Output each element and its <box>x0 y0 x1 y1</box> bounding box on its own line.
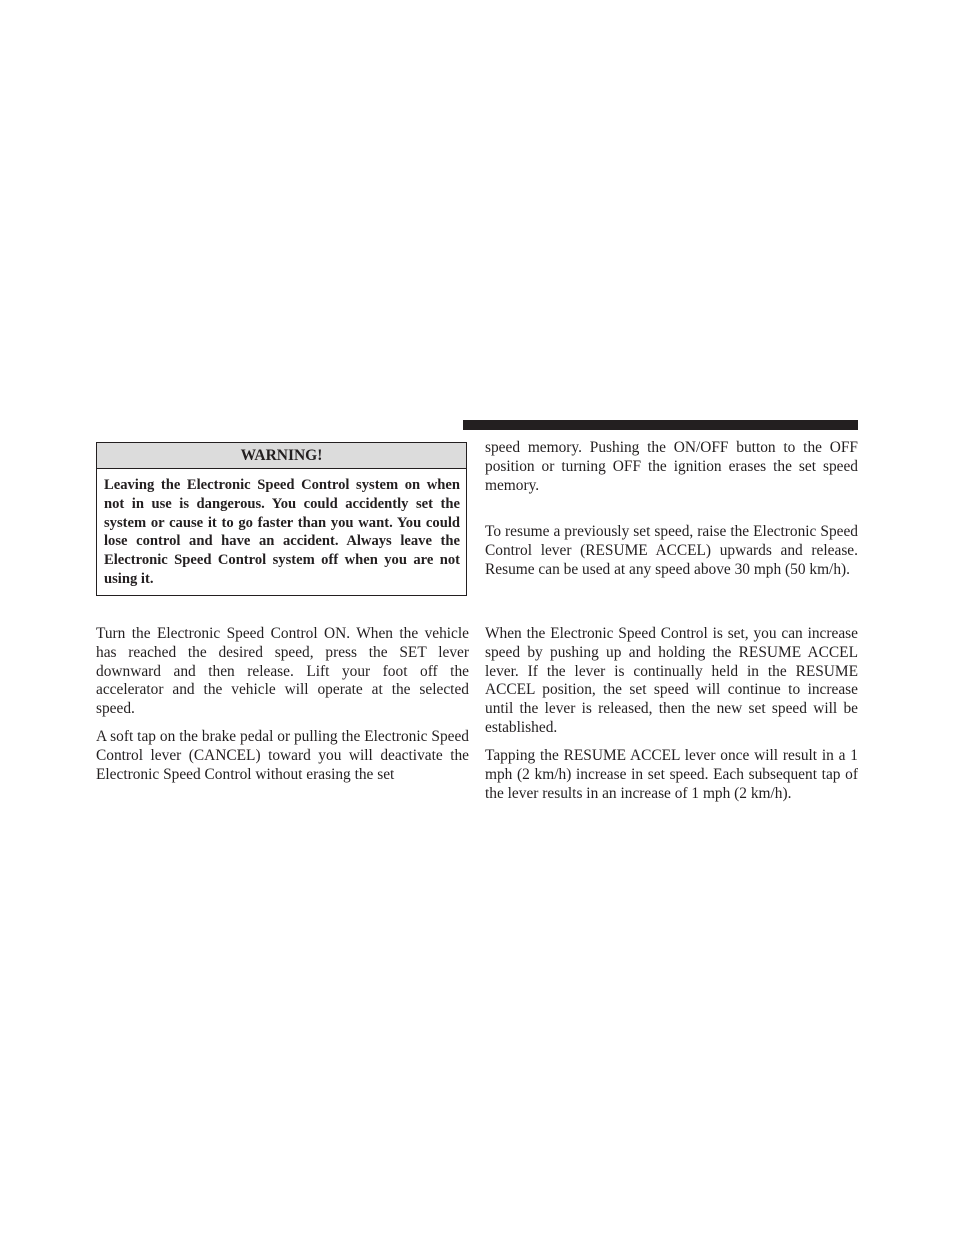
paragraph-speed-memory: speed memory. Pushing the ON/OFF button to the OFF position or turning OFF the ignition erases the set speed memory. <box>485 439 858 494</box>
paragraph-tap-increase: Tapping the RESUME ACCEL lever once will result in a 1 mph (2 km/h) increase in set speed. Each subsequent tap of the lever results in an increase of 1 mph (2 km/h). <box>485 747 858 802</box>
paragraph-accelerate: When the Electronic Speed Control is set, you can increase speed by pushing up and holding the RESUME ACCEL lever. If the lever is continually held in the RESUME ACCEL position, the set speed will continue to increase until the lever is released, then the new set speed will be established. <box>485 625 858 736</box>
paragraph-resume: To resume a previously set speed, raise the Electronic Speed Control lever (RESUME ACCEL) upwards and release. Resume can be used at any speed above 30 mph (50 km/h). <box>485 523 858 578</box>
paragraph-cancel: A soft tap on the brake pedal or pulling the Electronic Speed Control lever (CANCEL) toward you will deactivate the Electronic Speed Control without erasing the set <box>96 728 469 783</box>
warning-title: WARNING! <box>97 443 466 469</box>
section-header-rule <box>463 420 858 430</box>
warning-box <box>96 442 467 596</box>
warning-text: Leaving the Electronic Speed Control system on when not in use is dangerous. You could accidently set the system or cause it to go faster than you want. You could lose control and have an accident. Always leave the Electronic Speed Control system off when you are not using it. <box>104 477 460 587</box>
paragraph-set-speed: Turn the Electronic Speed Control ON. When the vehicle has reached the desired speed, press the SET lever downward and then release. Lift your foot off the accelerator and the vehicle will operate at the selected speed. <box>96 625 469 718</box>
